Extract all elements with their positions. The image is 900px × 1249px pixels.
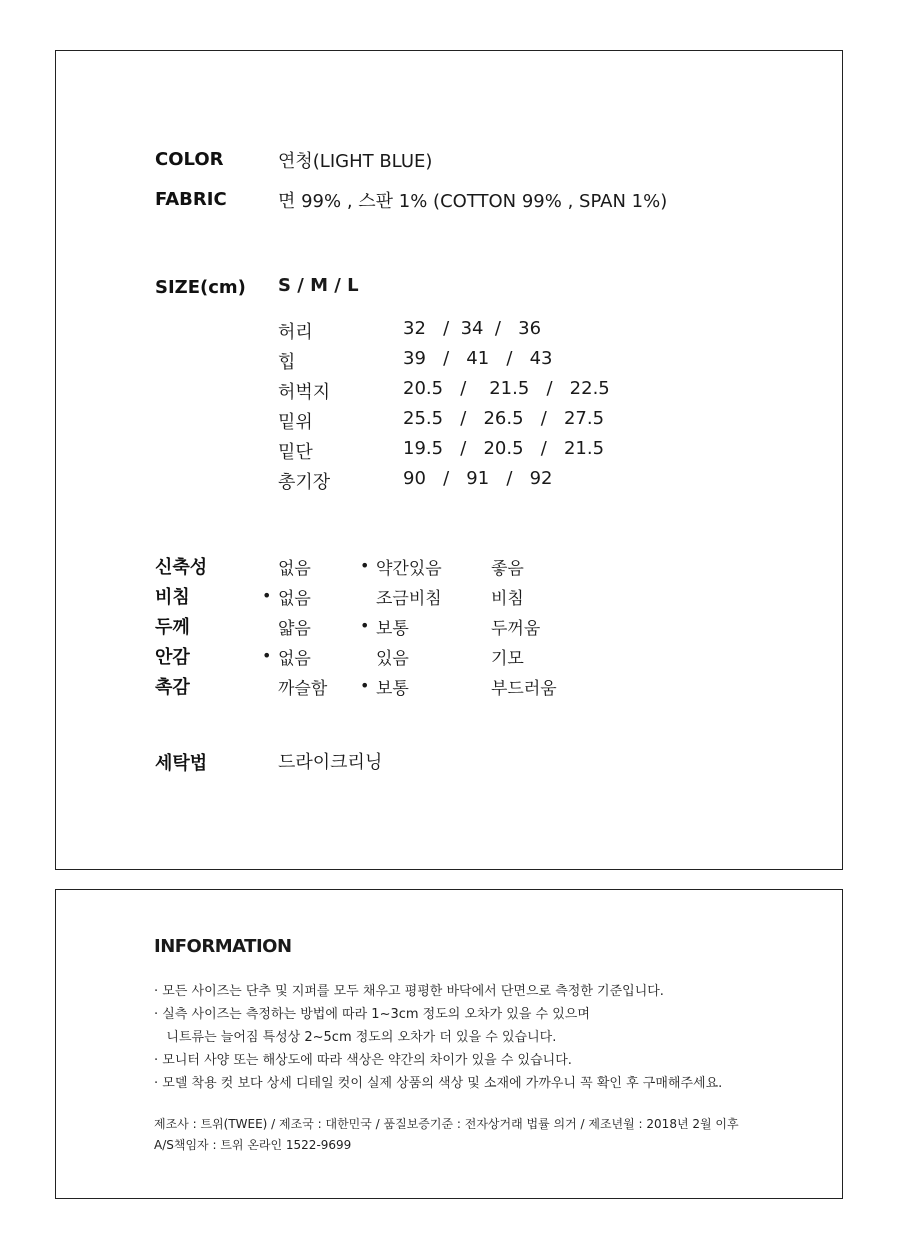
- attribute-label: 신축성: [155, 557, 208, 578]
- as-contact-info: A/S책임자 : 트위 온라인 1522-9699: [154, 1138, 352, 1152]
- attribute-option: 얇음: [278, 619, 311, 639]
- attribute-option: 조금비침: [376, 589, 442, 609]
- color-value: 연청(LIGHT BLUE): [278, 151, 433, 172]
- selected-bullet-icon: •: [360, 616, 370, 635]
- size-value: S / M / L: [278, 275, 359, 296]
- measure-name: 허리: [278, 322, 313, 343]
- attribute-label: 비침: [155, 587, 190, 608]
- attribute-option: 없음: [278, 559, 311, 579]
- attribute-option: 없음: [278, 649, 311, 669]
- washing-value: 드라이크리닝: [278, 752, 383, 773]
- attribute-option: 두꺼움: [491, 619, 541, 639]
- measure-values: 32 / 34 / 36: [403, 318, 542, 339]
- size-label: SIZE(cm): [155, 277, 246, 298]
- measure-values: 90 / 91 / 92: [403, 468, 553, 489]
- information-line: · 모니터 사양 또는 해상도에 따라 색상은 약간의 차이가 있을 수 있습니다.: [154, 1053, 572, 1068]
- attribute-label: 안감: [155, 647, 190, 668]
- attribute-label: 두께: [155, 617, 190, 638]
- washing-label: 세탁법: [155, 753, 208, 774]
- measure-values: 20.5 / 21.5 / 22.5: [403, 378, 610, 399]
- measure-values: 25.5 / 26.5 / 27.5: [403, 408, 605, 429]
- attribute-label: 촉감: [155, 677, 190, 698]
- measure-name: 힙: [278, 352, 296, 373]
- selected-bullet-icon: •: [360, 556, 370, 575]
- attribute-option: 보통: [376, 679, 409, 699]
- attribute-option: 있음: [376, 649, 409, 669]
- information-line: · 실측 사이즈는 측정하는 방법에 따라 1~3cm 정도의 오차가 있을 수 있으며: [154, 1007, 590, 1022]
- fabric-value: 면 99% , 스판 1% (COTTON 99% , SPAN 1%): [278, 191, 668, 212]
- attribute-option: 비침: [491, 589, 524, 609]
- information-title: INFORMATION: [154, 936, 292, 957]
- product-spec-panel: [55, 50, 843, 870]
- attribute-option: 기모: [491, 649, 524, 669]
- measure-name: 총기장: [278, 472, 331, 493]
- manufacturer-info: 제조사 : 트위(TWEE) / 제조국 : 대한민국 / 품질보증기준 : 전자상거래 법률 의거 / 제조년월 : 2018년 2월 이후: [154, 1117, 739, 1131]
- measure-values: 19.5 / 20.5 / 21.5: [403, 438, 605, 459]
- information-panel: [55, 889, 843, 1199]
- attribute-option: 약간있음: [376, 559, 442, 579]
- information-line: · 모든 사이즈는 단추 및 지퍼를 모두 채우고 평평한 바닥에서 단면으로 측정한 기준입니다.: [154, 984, 664, 999]
- selected-bullet-icon: •: [360, 676, 370, 695]
- information-line: · 모델 착용 컷 보다 상세 디테일 컷이 실제 상품의 색상 및 소재에 가까우니 꼭 확인 후 구매해주세요.: [154, 1076, 723, 1091]
- attribute-option: 부드러움: [491, 679, 557, 699]
- measure-values: 39 / 41 / 43: [403, 348, 553, 369]
- selected-bullet-icon: •: [262, 646, 272, 665]
- measure-name: 허벅지: [278, 382, 331, 403]
- attribute-option: 까슬함: [278, 679, 328, 699]
- color-label: COLOR: [155, 149, 224, 170]
- attribute-option: 좋음: [491, 559, 524, 579]
- measure-name: 밑위: [278, 412, 313, 433]
- attribute-option: 없음: [278, 589, 311, 609]
- fabric-label: FABRIC: [155, 189, 227, 210]
- measure-name: 밑단: [278, 442, 313, 463]
- attribute-option: 보통: [376, 619, 409, 639]
- information-line: 니트류는 늘어짐 특성상 2~5cm 정도의 오차가 더 있을 수 있습니다.: [154, 1030, 557, 1045]
- selected-bullet-icon: •: [262, 586, 272, 605]
